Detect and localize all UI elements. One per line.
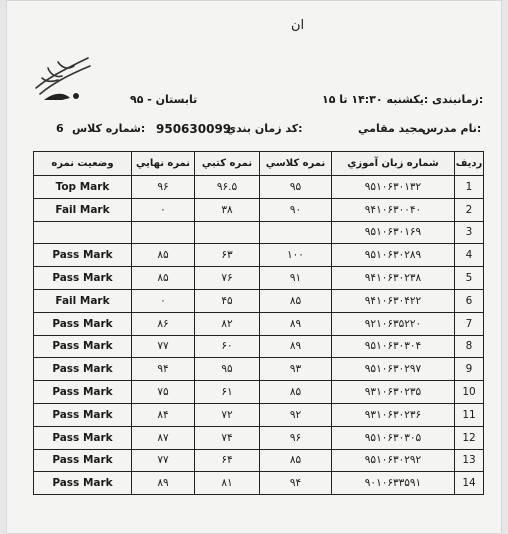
row-number-cell: 11 xyxy=(455,403,484,426)
grade-status-cell: Pass Mark xyxy=(34,403,132,426)
col-header-class-score: نمره كلاسي xyxy=(260,152,332,176)
written-score-cell: ۷۲ xyxy=(195,403,260,426)
student-id-cell: ۹۴۱۰۶۳۰۲۳۸ xyxy=(332,267,455,290)
table-row xyxy=(34,267,484,290)
schedule-value: يكشنبه ۱۴:۳۰ تا ۱۵: xyxy=(322,93,429,106)
grade-status-cell: Pass Mark xyxy=(34,426,132,449)
written-score-cell: ۴۵ xyxy=(195,289,260,312)
class-number-value: 6 xyxy=(56,122,64,135)
final-score-cell: ۰ xyxy=(132,198,195,221)
table-row xyxy=(34,381,484,404)
grade-status-cell: Pass Mark xyxy=(34,335,132,358)
col-header-row-number: رديف xyxy=(455,152,484,176)
table-row xyxy=(34,426,484,449)
row-number-cell: 8 xyxy=(455,335,484,358)
written-score-cell: ۸۱ xyxy=(195,472,260,495)
class-score-cell: ۹۱ xyxy=(260,267,332,290)
grade-status-cell: Pass Mark xyxy=(34,312,132,335)
class-score-cell: ۸۵ xyxy=(260,381,332,404)
col-header-student-id: شماره زبان آموزي xyxy=(332,152,455,176)
grade-status-cell: Pass Mark xyxy=(34,449,132,472)
class-number-label: شماره كلاس: xyxy=(72,122,146,135)
institute-logo xyxy=(28,48,98,108)
written-score-cell: ۶۴ xyxy=(195,449,260,472)
table-row xyxy=(34,289,484,312)
row-number-cell: 13 xyxy=(455,449,484,472)
student-id-cell: ۹۴۱۰۶۳۰۰۴۰ xyxy=(332,198,455,221)
written-score-cell: ۶۳ xyxy=(195,244,260,267)
table-row xyxy=(34,472,484,495)
grade-status-cell: Fail Mark xyxy=(34,198,132,221)
table-row xyxy=(34,403,484,426)
term-value: تابستان - ۹۵ xyxy=(130,93,198,106)
class-score-cell: ۹۰ xyxy=(260,198,332,221)
col-header-final-score: نمره نهايي xyxy=(132,152,195,176)
grade-status-cell: Pass Mark xyxy=(34,472,132,495)
final-score-cell: ۰ xyxy=(132,289,195,312)
grade-status-cell: Pass Mark xyxy=(34,267,132,290)
row-number-cell: 14 xyxy=(455,472,484,495)
final-score-cell: ۸۶ xyxy=(132,312,195,335)
student-id-cell: ۹۰۱۰۶۳۳۵۹۱ xyxy=(332,472,455,495)
table-row xyxy=(34,221,484,244)
class-score-cell: ۱۰۰ xyxy=(260,244,332,267)
table-row xyxy=(34,176,484,199)
grades-table xyxy=(33,151,484,495)
final-score-cell: ۹۴ xyxy=(132,358,195,381)
student-id-cell: ۹۵۱۰۶۳۰۱۶۹ xyxy=(332,221,455,244)
student-id-cell: ۹۴۱۰۶۳۰۴۲۲ xyxy=(332,289,455,312)
final-score-cell: ۷۷ xyxy=(132,335,195,358)
table-body xyxy=(34,176,484,495)
table-row xyxy=(34,449,484,472)
schedule-code-value: 950630099 xyxy=(156,122,232,136)
final-score-cell: ۷۷ xyxy=(132,449,195,472)
student-id-cell: ۹۵۱۰۶۳۰۲۹۷ xyxy=(332,358,455,381)
schedule-code-label: كد زمان بندي: xyxy=(226,122,303,135)
student-id-cell: ۹۳۱۰۶۳۰۲۳۵ xyxy=(332,381,455,404)
written-score-cell: ۷۶ xyxy=(195,267,260,290)
grade-status-cell: Top Mark xyxy=(34,176,132,199)
col-header-grade-status: وضعيت نمره xyxy=(34,152,132,176)
class-score-cell: ۹۴ xyxy=(260,472,332,495)
grade-status-cell: Pass Mark xyxy=(34,381,132,404)
table-row xyxy=(34,198,484,221)
class-score-cell: ۸۵ xyxy=(260,449,332,472)
row-number-cell: 6 xyxy=(455,289,484,312)
student-id-cell: ۹۲۱۰۶۳۵۲۲۰ xyxy=(332,312,455,335)
class-score-cell: ۹۲ xyxy=(260,403,332,426)
class-score-cell: ۸۵ xyxy=(260,289,332,312)
student-id-cell: ۹۵۱۰۶۳۰۲۸۹ xyxy=(332,244,455,267)
written-score-cell: ۹۵ xyxy=(195,358,260,381)
teacher-name: مجيد مقامي xyxy=(358,122,425,135)
row-number-cell: 3 xyxy=(455,221,484,244)
written-score-cell: ۳۸ xyxy=(195,198,260,221)
student-id-cell: ۹۵۱۰۶۳۰۳۰۴ xyxy=(332,335,455,358)
row-number-cell: 7 xyxy=(455,312,484,335)
student-id-cell: ۹۵۱۰۶۳۰۳۰۵ xyxy=(332,426,455,449)
row-number-cell: 5 xyxy=(455,267,484,290)
table-row xyxy=(34,312,484,335)
class-score-cell xyxy=(260,221,332,244)
row-number-cell: 1 xyxy=(455,176,484,199)
teacher-label: نام مدرس: xyxy=(422,122,482,135)
class-score-cell: ۸۹ xyxy=(260,335,332,358)
written-score-cell xyxy=(195,221,260,244)
class-score-cell: ۹۶ xyxy=(260,426,332,449)
written-score-cell: ۹۶.۵ xyxy=(195,176,260,199)
class-score-cell: ۹۳ xyxy=(260,358,332,381)
grade-status-cell xyxy=(34,221,132,244)
written-score-cell: ۷۴ xyxy=(195,426,260,449)
final-score-cell: ۸۵ xyxy=(132,244,195,267)
student-id-cell: ۹۳۱۰۶۳۰۲۳۶ xyxy=(332,403,455,426)
row-number-cell: 12 xyxy=(455,426,484,449)
final-score-cell xyxy=(132,221,195,244)
written-score-cell: ۶۰ xyxy=(195,335,260,358)
row-number-cell: 4 xyxy=(455,244,484,267)
grade-sheet xyxy=(6,0,502,534)
col-header-written-score: نمره كتبي xyxy=(195,152,260,176)
grade-status-cell: Fail Mark xyxy=(34,289,132,312)
final-score-cell: ۸۵ xyxy=(132,267,195,290)
row-number-cell: 9 xyxy=(455,358,484,381)
top-cropped-text: ان xyxy=(291,18,305,33)
class-score-cell: ۹۵ xyxy=(260,176,332,199)
table-row xyxy=(34,244,484,267)
class-score-cell: ۸۹ xyxy=(260,312,332,335)
student-id-cell: ۹۵۱۰۶۳۰۱۳۲ xyxy=(332,176,455,199)
final-score-cell: ۸۹ xyxy=(132,472,195,495)
table-row xyxy=(34,335,484,358)
table-row xyxy=(34,358,484,381)
grade-status-cell: Pass Mark xyxy=(34,244,132,267)
final-score-cell: ۹۶ xyxy=(132,176,195,199)
row-number-cell: 2 xyxy=(455,198,484,221)
final-score-cell: ۸۴ xyxy=(132,403,195,426)
table-header-row xyxy=(34,152,484,176)
grade-status-cell: Pass Mark xyxy=(34,358,132,381)
row-number-cell: 10 xyxy=(455,381,484,404)
written-score-cell: ۶۱ xyxy=(195,381,260,404)
final-score-cell: ۸۷ xyxy=(132,426,195,449)
written-score-cell: ۸۲ xyxy=(195,312,260,335)
schedule-label: زمانبندی: xyxy=(432,93,484,106)
final-score-cell: ۷۵ xyxy=(132,381,195,404)
student-id-cell: ۹۵۱۰۶۳۰۲۹۲ xyxy=(332,449,455,472)
